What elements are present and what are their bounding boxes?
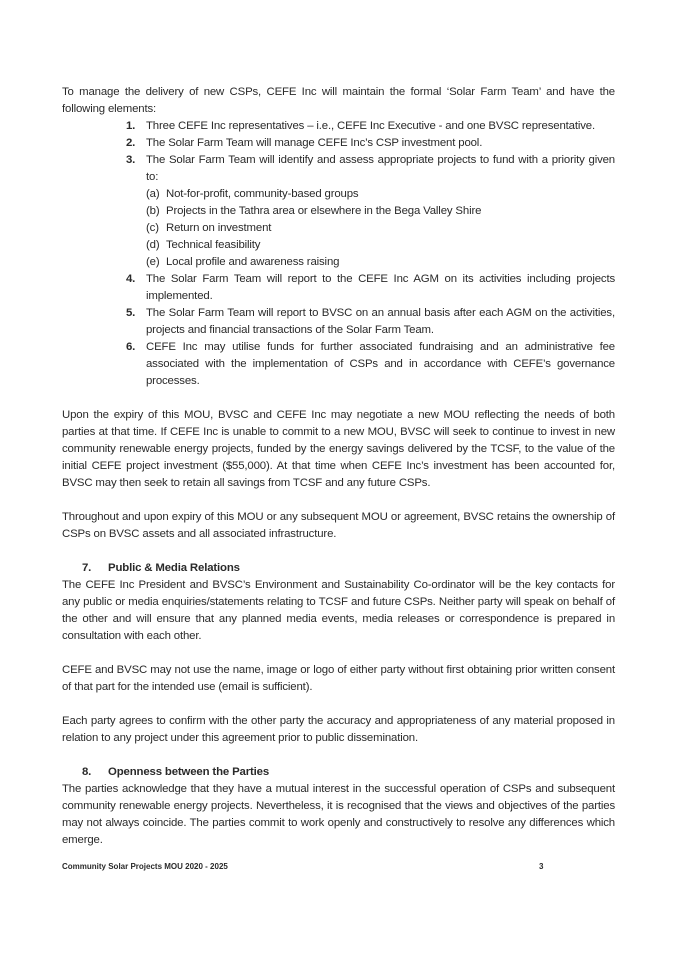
priority-text: Return on investment <box>166 222 272 234</box>
list-number: 4. <box>126 273 136 285</box>
document-page <box>62 84 615 849</box>
list-item <box>62 118 615 135</box>
section-number: 8. <box>82 766 92 778</box>
list-item <box>62 305 615 339</box>
intro-paragraph: To manage the delivery of new CSPs, CEFE Inc will maintain the formal ‘Solar Farm Team’ and have the following elements: <box>62 86 615 115</box>
list-text: The Solar Farm Team will report to BVSC on an annual basis after each AGM on the activities, projects and financial transactions of the Solar Farm Team. <box>146 307 615 336</box>
section-7-paragraph: Each party agrees to confirm with the other party the accuracy and appropriateness of any material proposed in relation to any project under this agreement prior to public dissemination. <box>62 715 615 744</box>
list-item <box>62 135 615 152</box>
footer-title: Community Solar Projects MOU 2020 - 2025 <box>62 862 228 871</box>
section-8-paragraph: The parties acknowledge that they have a mutual interest in the successful operation of CSPs and subsequent community renewable energy projects. Nevertheless, it is recognised that the views and objectives of the parties may not always coincide. The parties commit to work openly and constructively to resolve any differences which emerge. <box>62 783 615 846</box>
priority-text: Projects in the Tathra area or elsewhere in the Bega Valley Shire <box>166 205 482 217</box>
list-text: The Solar Farm Team will report to the CEFE Inc AGM on its activities including projects implemented. <box>146 273 615 302</box>
list-text: CEFE Inc may utilise funds for further associated fundraising and an administrative fee associated with the implementation of CSPs and in accordance with CEFE’s governance processes. <box>146 341 615 387</box>
list-text: The Solar Farm Team will manage CEFE Inc’s CSP investment pool. <box>146 137 483 149</box>
list-number: 1. <box>126 120 136 132</box>
priority-label: (e) <box>146 256 160 268</box>
expiry-paragraph: Upon the expiry of this MOU, BVSC and CEFE Inc may negotiate a new MOU reflecting the needs of both parties at that time. If CEFE Inc is unable to commit to a new MOU, BVSC will seek to continue to invest in new community renewable energy projects, funded by the energy savings delivered by the TCSF, to the value of the initial CEFE project investment ($55,000). At that time when CEFE Inc’s investment has been accounted for, BVSC may then seek to retain all savings from TCSF and any future CSPs. <box>62 409 615 489</box>
page-number: 3 <box>539 862 544 871</box>
ownership-paragraph: Throughout and upon expiry of this MOU or any subsequent MOU or agreement, BVSC retains the ownership of CSPs on BVSC assets and all associated infrastructure. <box>62 511 615 540</box>
list-number: 5. <box>126 307 136 319</box>
priority-label: (b) <box>146 205 160 217</box>
section-8-heading <box>62 764 615 781</box>
section-7-heading <box>62 560 615 577</box>
priority-item <box>146 186 615 203</box>
list-item <box>62 152 615 271</box>
list-text: Three CEFE Inc representatives – i.e., CEFE Inc Executive - and one BVSC representative. <box>146 120 595 132</box>
section-number: 7. <box>82 562 92 574</box>
section-7-paragraph: The CEFE Inc President and BVSC’s Environment and Sustainability Co-ordinator will be the key contacts for any public or media enquiries/statements relating to TCSF and future CSPs. Neither party will speak on behalf of the other and will ensure that any planned media events, media releases or correspondence is prepared in consultation with each other. <box>62 579 615 642</box>
list-number: 6. <box>126 341 136 353</box>
priority-list <box>146 186 615 271</box>
priority-text: Not-for-profit, community-based groups <box>166 188 359 200</box>
team-elements-list <box>62 118 615 390</box>
priority-item <box>146 254 615 271</box>
list-item <box>62 339 615 390</box>
list-item <box>62 271 615 305</box>
section-title: Public & Media Relations <box>108 562 240 574</box>
priority-label: (a) <box>146 188 160 200</box>
list-number: 3. <box>126 154 136 166</box>
priority-label: (c) <box>146 222 159 234</box>
priority-text: Local profile and awareness raising <box>166 256 340 268</box>
priority-item <box>146 220 615 237</box>
list-text: The Solar Farm Team will identify and assess appropriate projects to fund with a priority given to: <box>146 154 615 183</box>
list-number: 2. <box>126 137 136 149</box>
priority-text: Technical feasibility <box>166 239 261 251</box>
section-7-paragraph: CEFE and BVSC may not use the name, image or logo of either party without first obtaining prior written consent of that part for the intended use (email is sufficient). <box>62 664 615 693</box>
section-title: Openness between the Parties <box>108 766 270 778</box>
priority-item <box>146 203 615 220</box>
priority-item <box>146 237 615 254</box>
priority-label: (d) <box>146 239 160 251</box>
